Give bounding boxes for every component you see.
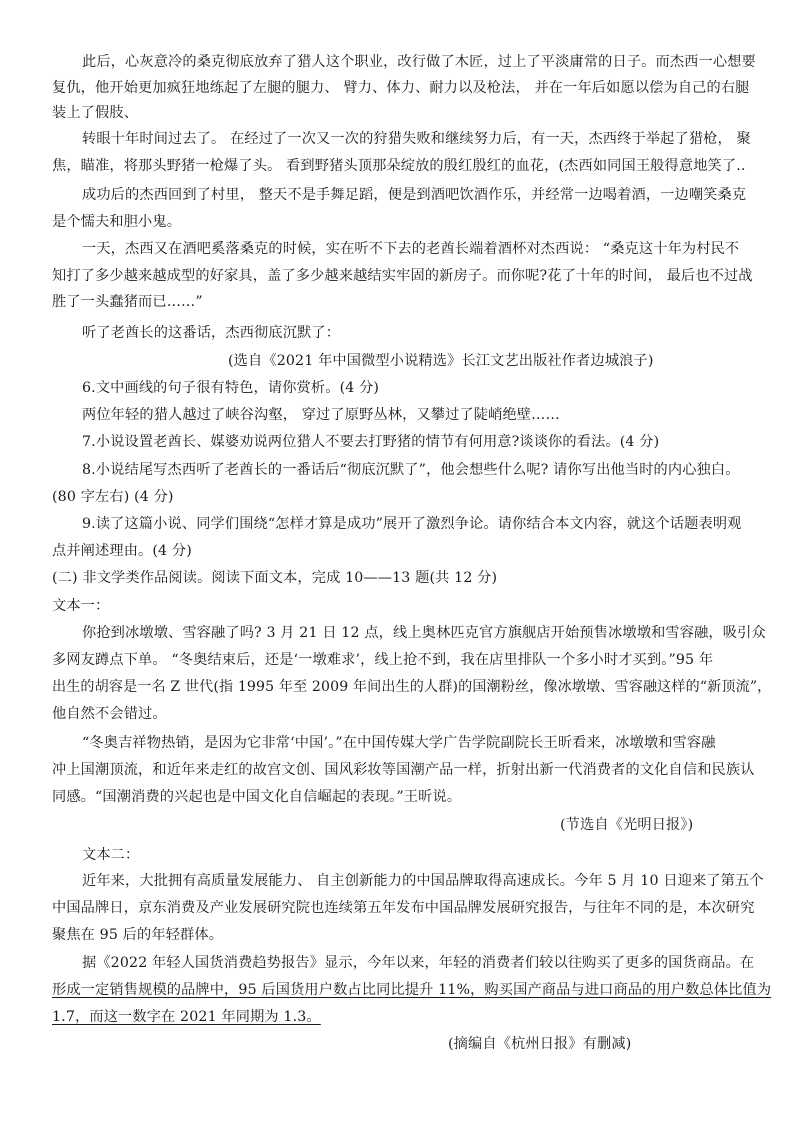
para-line: 多网友蹲点下单。 “冬奥结束后，还是‘一墩难求’，线上抢不到，我在店里排队一个多小时才买到。”95 年 <box>52 652 714 668</box>
question-9-cont: 点并阐述理由。(4 分) <box>52 543 192 559</box>
para-line: 焦，瞄准，将那头野猪一枪爆了头。 看到野猪头顶那朵绽放的殷红殷红的血花，(杰西如同国王般得意地笑了.. <box>52 158 746 174</box>
quoted-sentence: 两位年轻的猎人越过了峡谷沟壑， 穿过了原野丛林，又攀过了陡峭绝壁…… <box>82 407 560 423</box>
para-line: “冬奥吉祥物热销，是因为它非常‘中国’。”在中国传媒大学广告学院副院长王昕看来，冰墩墩和雪容融 <box>82 735 716 751</box>
source-citation: (选自《2021 年中国微型小说精选》长江文艺出版社作者边城浪子) <box>228 353 654 369</box>
para-line: 中国品牌日，京东消费及产业发展研究院也连续第五年发布中国品牌发展研究报告，与往年不同的是，本次研究 <box>52 900 755 916</box>
para-line: 出生的胡容是一名 Z 世代(指 1995 年至 2009 年间出生的人群)的国潮粉丝，像冰墩墩、雪容融这样的“新顶流”， <box>52 679 772 695</box>
question-8-cont: (80 字左右) (4 分) <box>52 489 174 505</box>
para-line: 此后，心灰意冷的桑克彻底放弃了猎人这个职业，改行做了木匠，过上了平淡庸常的日子。而杰西一心想要 <box>82 54 756 70</box>
source-citation: (摘编自《杭州日报》有删减) <box>448 1036 632 1052</box>
para-line: 听了老酋长的这番话，杰西彻底沉默了： <box>82 325 341 341</box>
underlined-line: 形成一定销售规模的品牌中，95 后国货用户数占比同比提升 11%，购买国产商品与进口商品的用户数总体比值为 <box>52 982 772 998</box>
para-line: 近年来，大批拥有高质量发展能力、 自主创新能力的中国品牌取得高速成长。今年 5 月 10 日迎来了第五个 <box>82 873 764 889</box>
para-line: 一天，杰西又在酒吧奚落桑克的时候，实在听不下去的老酋长端着酒杯对杰西说： “桑克这十年为村民不 <box>82 241 740 257</box>
para-line: 据《2022 年轻人国货消费趋势报告》显示，今年以来，年轻的消费者们较以往购买了更多的国货商品。在 <box>82 955 755 971</box>
para-line: 同感。“国潮消费的兴起也是中国文化自信崛起的表现。”王昕说。 <box>52 789 462 805</box>
question-8: 8.小说结尾写杰西听了老酋长的一番话后“彻底沉默了”，他会想些什么呢? 请你写出他当时的内心独白。 <box>82 462 740 478</box>
source-citation: (节选自《光明日报》) <box>560 817 694 833</box>
para-line: 知打了多少越来越成型的好家具，盖了多少越来越结实牢固的新房子。而你呢?花了十年的时间， 最后也不过战 <box>52 268 753 284</box>
para-line: 成功后的杰西回到了村里， 整天不是手舞足蹈，便是到酒吧饮酒作乐，并经常一边喝着酒，一边嘲笑桑克 <box>82 187 747 203</box>
para-line: 转眼十年时间过去了。 在经过了一次又一次的狩猎失败和继续努力后，有一天，杰西终于举起了猎枪， 聚 <box>82 131 751 147</box>
para-line: 装上了假肢、 <box>52 105 139 121</box>
text-one-label: 文本一： <box>52 598 110 614</box>
text-two-label: 文本二： <box>82 847 140 863</box>
para-line: 他自然不会错过。 <box>52 706 167 722</box>
para-line: 是个懦夫和胆小鬼。 <box>52 214 182 230</box>
para-line: 聚焦在 95 后的年轻群体。 <box>52 927 224 943</box>
question-7: 7.小说设置老酋长、媒婆劝说两位猎人不要去打野猪的情节有何用意?谈谈你的看法。(4 分) <box>82 434 660 450</box>
para-line: 你抢到冰墩墩、雪容融了吗? 3 月 21 日 12 点，线上奥林匹克官方旗舰店开始预售冰墩墩和雪容融，吸引众 <box>82 625 766 641</box>
section-heading: (二) 非文学类作品阅读。阅读下面文本，完成 10——13 题(共 12 分) <box>52 570 498 586</box>
question-9: 9.读了这篇小说、同学们围绕“怎样才算是成功”展开了激烈争论。请你结合本文内容，就这个话题表明观 <box>82 516 742 532</box>
para-line: 冲上国潮顶流，和近年来走红的故宫文创、国风彩妆等国潮产品一样，折射出新一代消费者的文化自信和民族认 <box>52 762 755 778</box>
question-6: 6.文中画线的句子很有特色，请你赏析。(4 分) <box>82 380 380 396</box>
para-line: 胜了一头蠢猪而已……” <box>52 294 203 310</box>
para-line: 复仇，他开始更加疯狂地练起了左腿的腿力、 臂力、体力、耐力以及枪法， 并在一年后如愿以偿为自己的右腿 <box>52 80 750 96</box>
underlined-line: 1.7，而这一数字在 2021 年同期为 1.3。 <box>52 1009 321 1025</box>
